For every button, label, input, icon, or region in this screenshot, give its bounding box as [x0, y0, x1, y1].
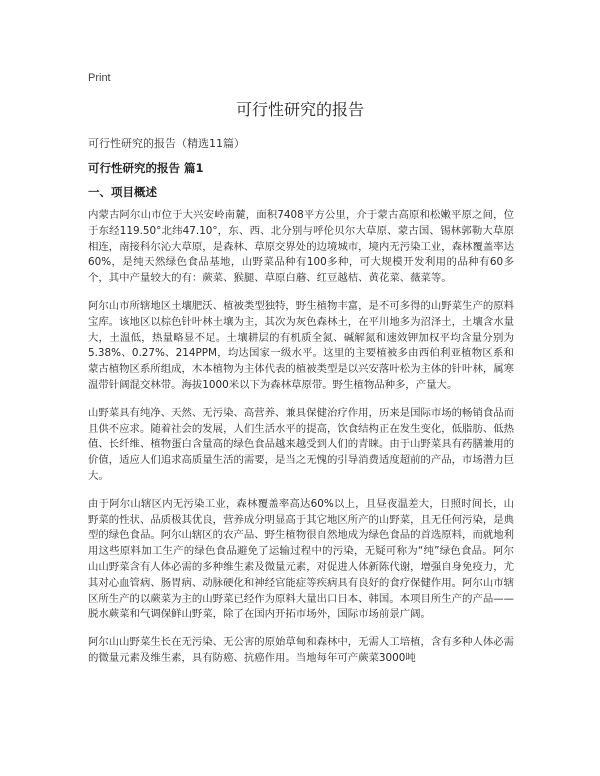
paragraph-3: 山野菜具有纯净、天然、无污染、高营养、兼具保健治疗作用，历来是国际市场的畅销食品而且供不应求。随着社会的发展，人们生活水平的提高，饮食结构正在发生变化，低脂肪、低热值、长纤维、植物蛋白含量高的绿色食品越来越受到人们的青睐。由于山野菜具有药膳兼用的价值，适应人们追求高质量生活的需要，是当之无愧的引导消费适度超前的产品，市场潜力巨大。 [88, 406, 515, 482]
body-text [88, 208, 514, 679]
print-label[interactable]: Print [88, 72, 111, 84]
paragraph-2: 阿尔山市所辖地区土壤肥沃、植被类型独特，野生植物丰富，是不可多得的山野菜生产的原料宝库。该地区以棕色针叶林土壤为主，其次为灰色森林土，在平川地多为沼泽土，土壤含水量大，土温低，热量略显不足。土壤耕层的有机质全氮、碱解氮和速效钾加权平均含量分别为5.38%、0.27%、214PPM，均达国家一级水平。这里的主要植被多由西伯利亚植物区系和蒙古植物区系所组成，木本植物为主体代表的植被类型是以兴安落叶松为主体的针叶林，属寒温带针阔混交林带。海拔1000米以下为森林草原带。野生植物品种多，产量大。 [88, 299, 515, 391]
paragraph-4: 由于阿尔山辖区内无污染工业，森林覆盖率高达60%以上，且昼夜温差大，日照时间长，山野菜的性状、品质极其优良，营养成分明显高于其它地区所产的山野菜，且无任何污染，是典型的绿色食品。阿尔山辖区的农产品、野生植物很自然地成为绿色食品的首选原料，而就地利用这些原料加工生产的绿色食品避免了运输过程中的污染，无疑可称为“纯”绿色食品。阿尔山山野菜含有人体必需的多种维生素及微量元素，对促进人体新陈代谢，增强自身免疫力，尤其对心血管病、肠胃病、动脉硬化和神经官能症等疾病具有良好的食疗保健作用。阿尔山市辖区所生产的以蕨菜为主的山野菜已经作为原料大量出口日本、韩国。本项目所生产的产品——脱水蕨菜和气调保鲜山野菜，除了在国内开拓市场外，国际市场前景广阔。 [88, 497, 515, 621]
document-title: 可行性研究的报告 [235, 100, 364, 119]
paragraph-5: 阿尔山山野菜生长在无污染、无公害的原始草甸和森林中，无需人工培植，含有多种人体必需的微量元素及维生素，具有防癌、抗癌作用。当地每年可产蕨菜3000吨 [88, 636, 515, 664]
subsection-title: 一、项目概述 [88, 185, 157, 199]
paragraph-1: 内蒙古阿尔山市位于大兴安岭南麓，面积7408平方公里，介于蒙古高原和松嫩平原之间，位于东经119.50°北纬47.10°，东、西、北分别与呼伦贝尔大草原、蒙古国、锡林郭勒大草原相连，南接科尔沁大草原，是森林、草原交界处的边境城市，境内无污染工业，森林覆盖率达60%，是纯天然绿色食品基地，山野菜品种有100多种，可大规模开发利用的品种有60多个，其中产量较大的有：蕨菜、猴腿、草原白蘑、红豆越桔、黄花菜、薇菜等。 [88, 209, 515, 285]
section-title: 可行性研究的报告 篇1 [88, 161, 204, 175]
document-subtitle: 可行性研究的报告（精选11篇） [88, 137, 245, 150]
